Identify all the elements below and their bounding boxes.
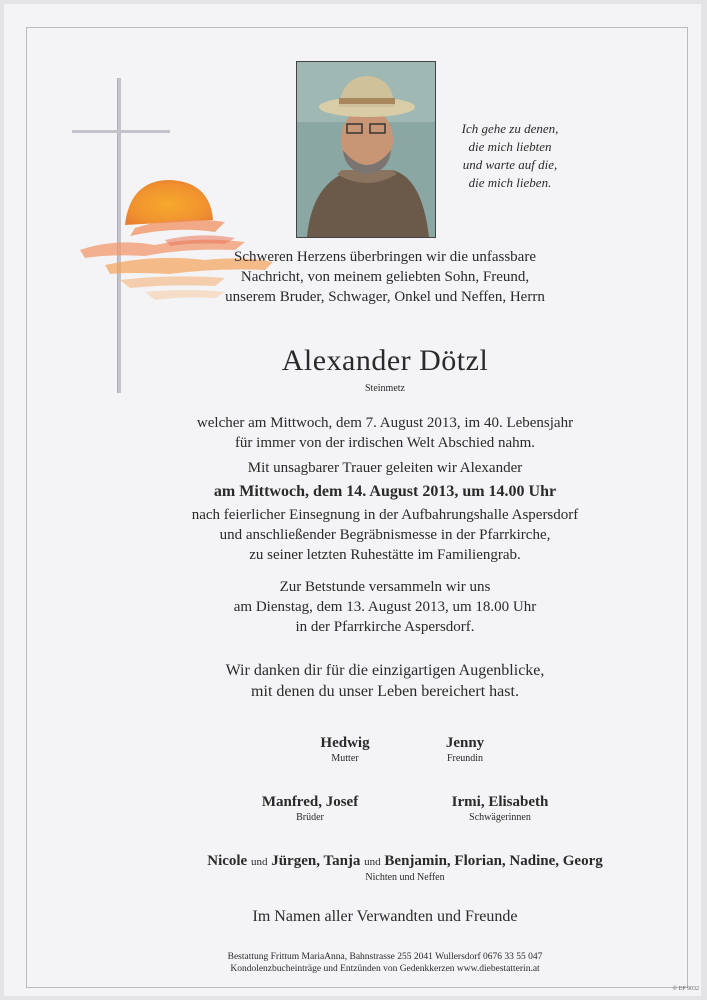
mourner-brothers [235, 793, 385, 825]
cross-horizontal [72, 130, 170, 133]
mourner-name: Manfred, Josef [261, 794, 359, 810]
mourner-nieces-nephews [140, 852, 670, 885]
death-info [150, 413, 620, 453]
thanks-text [150, 660, 620, 702]
thanks-line: mit denen du unser Leben bereichert hast. [251, 683, 519, 700]
footer [150, 951, 620, 975]
conjunction: und [364, 856, 381, 868]
funeral-details-line: nach feierlicher Einsegnung in der Aufbahrungshalle Aspersdorf [191, 507, 579, 523]
mourner-jenny [410, 734, 520, 766]
intro-line: Nachricht, von meinem geliebten Sohn, Freund, [240, 269, 530, 285]
mourner-name: Hedwig [320, 735, 370, 751]
mourner-sisters-in-law [420, 793, 580, 825]
poem-line: Ich gehe zu denen, [461, 121, 559, 136]
funeral-intro: Mit unsagbarer Trauer geleiten wir Alexander [247, 460, 523, 476]
mourner-role: Mutter [331, 753, 359, 764]
poem-line: die mich lieben. [468, 175, 552, 190]
death-info-line: welcher am Mittwoch, dem 7. August 2013, im 40. Lebensjahr [196, 415, 574, 431]
thanks-line: Wir danken dir für die einzigartigen Augenblicke, [225, 662, 545, 679]
prayer-line: in der Pfarrkirche Aspersdorf. [295, 619, 475, 635]
deceased-profession: Steinmetz [365, 383, 405, 394]
closing-text: Im Namen aller Verwandten und Freunde [252, 908, 518, 925]
mourner-hedwig [290, 734, 400, 766]
footer-line: Kondolenzbucheinträge und Entzünden von Gedenkkerzen www.diebestatterin.at [230, 964, 540, 974]
portrait-photo [296, 61, 436, 238]
mourner-role: Nichten und Neffen [365, 872, 445, 883]
intro-line: unserem Bruder, Schwager, Onkel und Neffen, Herrn [225, 289, 545, 305]
poem-line: und warte auf die, [462, 157, 558, 172]
poem [440, 120, 580, 192]
mourner-name: Irmi, Elisabeth [451, 794, 549, 810]
footer-line: Bestattung Frittum MariaAnna, Bahnstrasse 255 2041 Wullersdorf 0676 33 55 047 [227, 952, 543, 962]
prayer-info [150, 577, 620, 637]
funeral-date: am Mittwoch, dem 14. August 2013, um 14.00 Uhr [213, 483, 557, 500]
mourner-role: Brüder [296, 812, 324, 823]
niece-name: Benjamin, Florian, Nadine, Georg [384, 853, 603, 869]
intro-line: Schweren Herzens überbringen wir die unfassbare [234, 249, 536, 265]
funeral-details-line: und anschließender Begräbnismesse in der Pfarrkirche, [219, 527, 551, 543]
mourner-name: Jenny [445, 735, 485, 751]
prayer-line: Zur Betstunde versammeln wir uns [279, 579, 491, 595]
death-info-line: für immer von der irdischen Welt Abschied nahm. [234, 435, 536, 451]
mourner-role: Schwägerinnen [469, 812, 531, 823]
prayer-line: am Dienstag, dem 13. August 2013, um 18.00 Uhr [233, 599, 537, 615]
conjunction: und [250, 856, 268, 868]
niece-name: Nicole [207, 853, 248, 869]
niece-name: Jürgen, Tanja [271, 853, 361, 869]
funeral-details-line: zu seiner letzten Ruhestätte im Familiengrab. [249, 547, 521, 563]
mourner-role: Freundin [446, 753, 484, 764]
deceased-name: Alexander Dötzl [281, 344, 489, 377]
poem-line: die mich liebten [468, 139, 552, 154]
intro-text [150, 247, 620, 307]
print-code: © EP 9032 [672, 986, 699, 992]
nieces-names [140, 852, 670, 871]
funeral-details [150, 505, 620, 565]
